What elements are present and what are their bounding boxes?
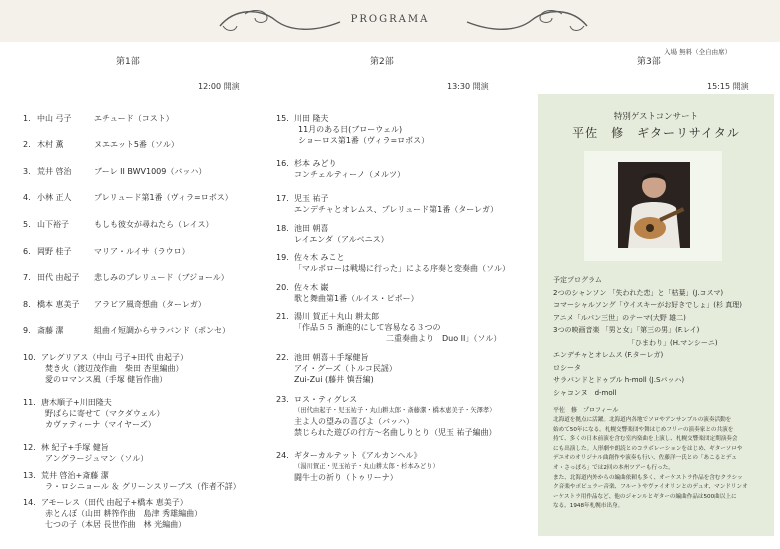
guest-concert-title: 平佐 修 ギターリサイタル	[572, 126, 740, 140]
profile-text: 北海道を拠点に活躍。北海道内各地でソロやアンサンブルの演奏活動を 始めて50年になる。札幌交響楽団や舞はじめフリーの演奏家との共演を 持て、多くの日本前演を含む室内楽曲を上演し、札幌交響楽団定期演奏会 にも出演した。人形劇や朗読とのコラボレーションをはじめ、ギターソロや デユオのオリジナル曲創作や演奏も行い、佐藤洋一氏との「あこるとデュ オ・さっぽろ」では2回の本州ツアーも行った。 また、北海道内外からの編曲依頼も多く、オーケストラ作品を含むクラシッ ク音楽やポピュラー音楽、フルートやヴァイオリンとのデュオ、マンドリンオ ーケストラ用作品など、他のジャンルとギターの編曲作品は500曲以上に なる。1948年札幌市出身。	[553, 417, 748, 510]
guest-program: 予定プログラム 2つのシャンソン 「失われた恋」と「枯葉」(J.コスマ) コマーシャルソング「ウイスキーがお好きでしょ」(杉 真理) アニメ「ルパン三世」のテーマ(大野 雄二) 3つの映画音楽 「男と女」「第三の男」(F.レイ) 「ひまわり」(H.マンシーニ) エンデチャとオレムス (F.ターレガ) ロシータ サラバンドとドゥブル h-moll (J.Sバッハ) シャコンヌ d-moll	[553, 276, 742, 397]
guitarist-photo	[618, 162, 690, 248]
ornament-right-icon	[462, 6, 592, 36]
profile-heading: 平佐 修 プロフィール	[553, 407, 619, 414]
part-1-label: 第1部	[116, 57, 140, 67]
admission-note: 入場 無料（全自由席）	[664, 48, 732, 56]
part-2-label: 第2部	[370, 57, 394, 67]
ornament-left-icon	[215, 6, 345, 36]
part-3-label: 第3部	[637, 57, 661, 67]
part-1-time: 12:00 開演	[198, 82, 240, 91]
guest-concert-label: 特別ゲストコンサート	[613, 112, 699, 122]
part-3-time: 15:15 開演	[707, 82, 749, 91]
part-2-time: 13:30 開演	[447, 82, 489, 91]
page-title: PROGRAMA	[350, 14, 430, 25]
